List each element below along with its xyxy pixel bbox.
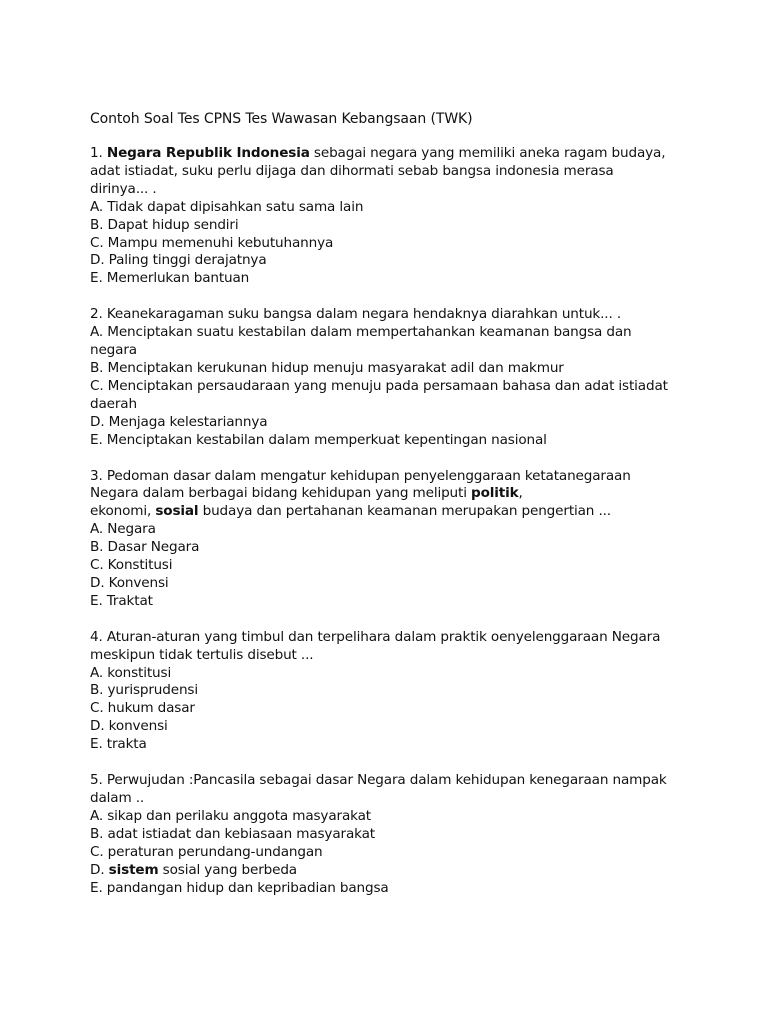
answer-option [90, 324, 690, 360]
text-run: E. Memerlukan bantuan [90, 270, 250, 287]
text-run: A. Negara [90, 521, 156, 538]
question-line [90, 790, 690, 808]
document-title: Contoh Soal Tes CPNS Tes Wawasan Kebangsaan (TWK) [90, 111, 473, 127]
text-run: E. trakta [90, 736, 147, 753]
option-line [90, 270, 690, 288]
question-list [90, 145, 690, 897]
answer-options [90, 521, 690, 611]
option-line [90, 199, 690, 217]
question-text [90, 145, 690, 199]
text-run: C. peraturan perundang-undangan [90, 843, 323, 860]
question-line [90, 145, 690, 163]
option-line [90, 575, 690, 593]
text-run: Negara dalam berbagai bidang kehidupan yang meliputi [90, 485, 471, 502]
question-5 [90, 772, 690, 897]
document-page [90, 110, 690, 915]
text-run: 5. Perwujudan :Pancasila sebagai dasar Negara dalam kehidupan kenegaraan nampak [90, 772, 667, 789]
question-line [90, 503, 690, 521]
text-run: B. Menciptakan kerukunan hidup menuju masyarakat adil dan makmur [90, 359, 564, 376]
option-line [90, 862, 690, 880]
answer-option [90, 862, 690, 880]
text-run: ekonomi, [90, 503, 156, 520]
answer-option [90, 844, 690, 862]
answer-option [90, 665, 690, 683]
option-line [90, 252, 690, 270]
question-line [90, 485, 690, 503]
answer-option [90, 808, 690, 826]
question-line [90, 181, 690, 199]
option-line [90, 432, 690, 450]
text-run: B. yurisprudensi [90, 682, 198, 699]
answer-option [90, 432, 690, 450]
option-line [90, 880, 690, 898]
answer-option [90, 252, 690, 270]
answer-options [90, 199, 690, 289]
text-run: E. Menciptakan kestabilan dalam memperkuat kepentingan nasional [90, 431, 547, 448]
text-run: C. Menciptakan persaudaraan yang menuju pada persamaan bahasa dan adat istiadat [90, 377, 668, 394]
answer-option [90, 270, 690, 288]
option-line [90, 844, 690, 862]
text-run: meskipun tidak tertulis disebut ... [90, 646, 314, 663]
answer-options [90, 324, 690, 449]
option-line [90, 826, 690, 844]
option-line [90, 235, 690, 253]
option-line [90, 665, 690, 683]
option-line [90, 718, 690, 736]
text-run: sosial yang berbeda [158, 861, 297, 878]
text-run: 4. Aturan-aturan yang timbul dan terpelihara dalam praktik oenyelenggaraan Negara [90, 628, 661, 645]
text-run: 1. [90, 145, 107, 161]
option-line [90, 324, 690, 342]
text-run: negara [90, 342, 137, 359]
bold-term: sosial [155, 503, 199, 520]
answer-option [90, 378, 690, 414]
answer-option [90, 575, 690, 593]
question-text [90, 629, 690, 665]
option-line [90, 414, 690, 432]
text-run: D. [90, 861, 109, 878]
answer-option [90, 235, 690, 253]
text-run: 3. Pedoman dasar dalam mengatur kehidupan penyelenggaraan ketatanegaraan [90, 467, 631, 484]
answer-option [90, 826, 690, 844]
text-run: A. sikap dan perilaku anggota masyarakat [90, 807, 371, 824]
option-line [90, 593, 690, 611]
text-run: , [518, 485, 523, 502]
question-line [90, 647, 690, 665]
text-run: D. Paling tinggi derajatnya [90, 252, 267, 269]
text-run: C. Mampu memenuhi kebutuhannya [90, 234, 334, 251]
question-1 [90, 145, 690, 288]
bold-term: Negara Republik Indonesia [106, 145, 310, 161]
answer-option [90, 736, 690, 754]
text-run: A. Tidak dapat dipisahkan satu sama lain [90, 198, 364, 215]
text-run: 2. Keanekaragaman suku bangsa dalam negara hendaknya diarahkan untuk... . [90, 306, 621, 323]
answer-option [90, 593, 690, 611]
text-run: A. Menciptakan suatu kestabilan dalam mempertahankan keamanan bangsa dan [90, 324, 632, 341]
text-run: D. konvensi [90, 718, 168, 735]
answer-option [90, 199, 690, 217]
answer-option [90, 700, 690, 718]
question-4 [90, 629, 690, 754]
text-run: dirinya... . [90, 180, 157, 197]
answer-option [90, 521, 690, 539]
text-run: D. Konvensi [90, 574, 169, 591]
text-run: E. Traktat [90, 592, 153, 609]
text-run: A. konstitusi [90, 664, 172, 681]
answer-options [90, 665, 690, 755]
text-run: B. Dasar Negara [90, 539, 200, 556]
answer-option [90, 557, 690, 575]
question-text [90, 772, 690, 808]
question-text [90, 306, 690, 324]
question-3 [90, 468, 690, 611]
option-line [90, 521, 690, 539]
option-line [90, 342, 690, 360]
text-run: D. Menjaga kelestariannya [90, 413, 268, 430]
text-run: E. pandangan hidup dan kepribadian bangsa [90, 879, 389, 896]
option-line [90, 360, 690, 378]
question-line [90, 163, 690, 181]
bold-term: politik [471, 485, 519, 502]
text-run: B. Dapat hidup sendiri [90, 216, 239, 233]
text-run: budaya dan pertahanan keamanan merupakan pengertian ... [198, 503, 611, 520]
question-line [90, 306, 690, 324]
answer-option [90, 539, 690, 557]
text-run: B. adat istiadat dan kebiasaan masyarakat [90, 825, 375, 842]
question-text [90, 468, 690, 522]
option-line [90, 217, 690, 235]
text-run: dalam .. [90, 790, 145, 806]
option-line [90, 557, 690, 575]
answer-option [90, 360, 690, 378]
option-line [90, 682, 690, 700]
text-run: adat istiadat, suku perlu dijaga dan dihormati sebab bangsa indonesia merasa [90, 162, 614, 179]
question-line [90, 468, 690, 486]
answer-option [90, 217, 690, 235]
option-line [90, 808, 690, 826]
option-line [90, 378, 690, 396]
text-run: daerah [90, 395, 137, 412]
answer-option [90, 682, 690, 700]
option-line [90, 700, 690, 718]
question-2 [90, 306, 690, 449]
bold-term: sistem [108, 861, 159, 878]
option-line [90, 736, 690, 754]
option-line [90, 396, 690, 414]
text-run: C. Konstitusi [90, 557, 173, 574]
text-run: C. hukum dasar [90, 700, 195, 717]
question-line [90, 629, 690, 647]
option-line [90, 539, 690, 557]
question-line [90, 772, 690, 790]
answer-options [90, 808, 690, 898]
answer-option [90, 718, 690, 736]
answer-option [90, 880, 690, 898]
answer-option [90, 414, 690, 432]
text-run: sebagai negara yang memiliki aneka ragam budaya, [309, 145, 666, 161]
